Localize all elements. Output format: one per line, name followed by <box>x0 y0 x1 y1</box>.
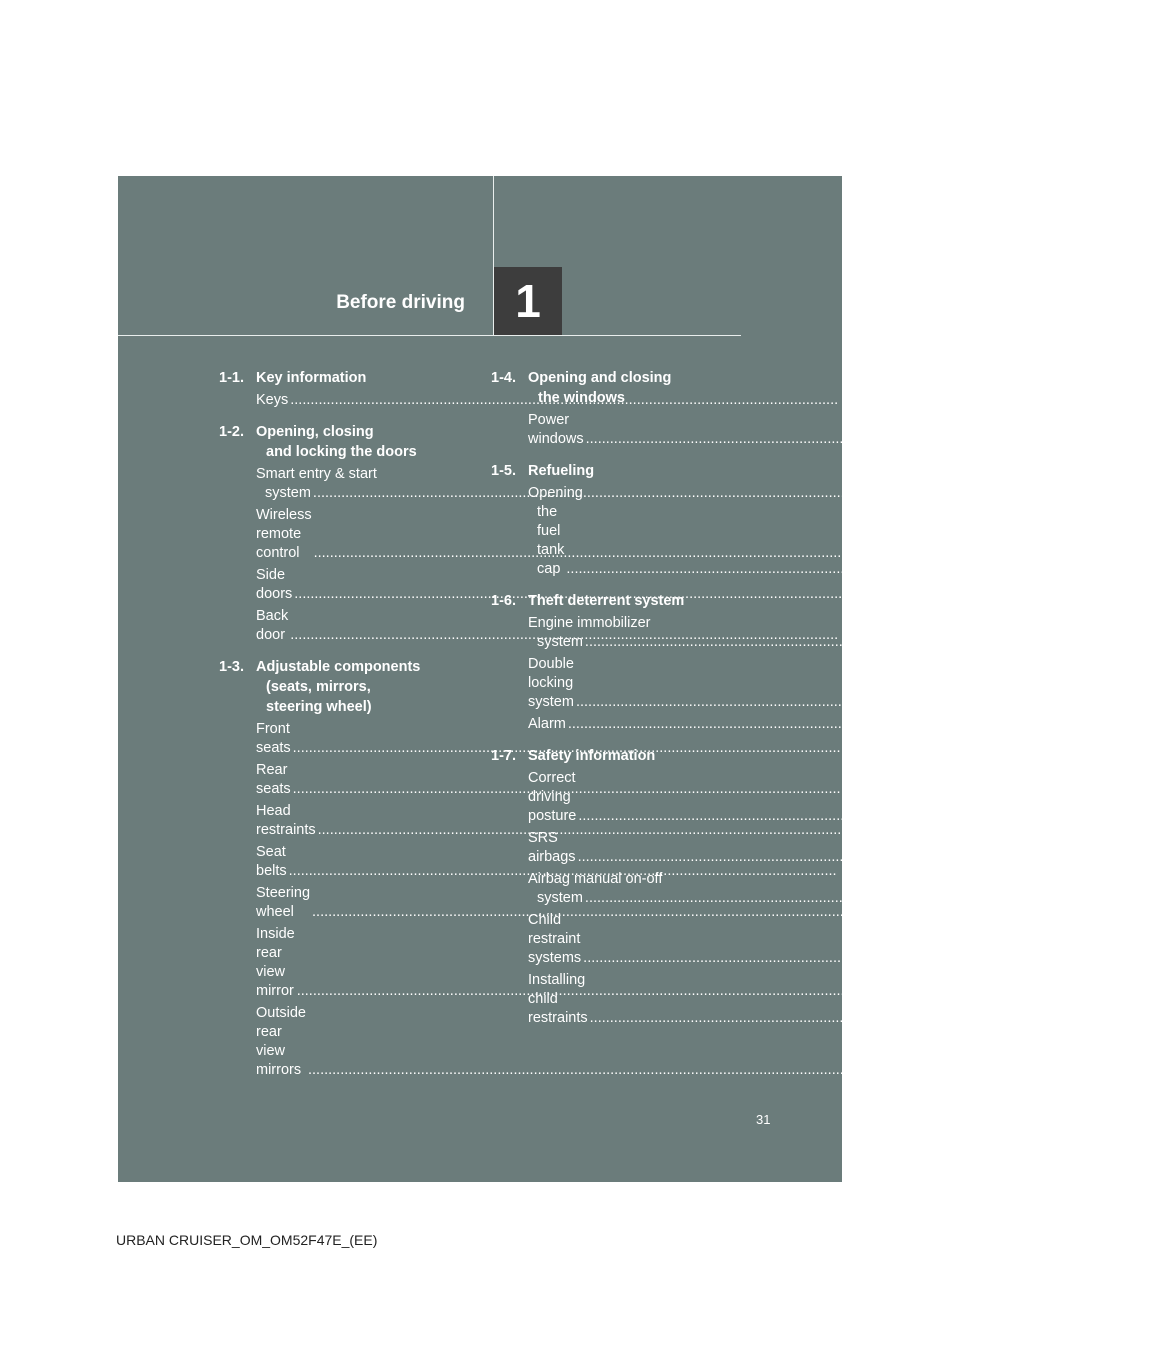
entry-text: Smart entry & start <box>256 466 377 482</box>
entry-page-number: 120 <box>1122 716 1147 732</box>
entry-label-line <box>528 911 1135 968</box>
section-title-line: Opening, closing <box>256 424 374 440</box>
entry-text: Child restraint systems <box>528 912 582 966</box>
entry-label <box>528 829 1129 867</box>
entry-text: the fuel tank cap <box>537 504 565 577</box>
entry-text: Double locking system <box>528 656 574 710</box>
entry-page-number: 95 <box>869 904 886 920</box>
entry-page-number: 101 <box>1140 431 1165 447</box>
toc-entry[interactable] <box>528 411 1165 449</box>
entry-page-number: 126 <box>1132 849 1157 865</box>
section-number: 1-3. <box>219 659 244 675</box>
entry-text: Wireless remote control <box>256 507 312 561</box>
entry-page-number: 110 <box>1140 634 1164 650</box>
entry-label-line <box>528 411 1138 449</box>
toc-entry[interactable] <box>256 1004 882 1080</box>
entry-text: Front seats <box>256 721 291 756</box>
section-title-line: Refueling <box>528 463 595 479</box>
entry-label-line <box>528 503 1118 579</box>
entry-label <box>528 715 1120 734</box>
entry-page-number: 57 <box>871 545 888 561</box>
toc-section-heading <box>219 422 467 462</box>
entry-text: Inside rear view mirror <box>256 926 295 999</box>
section-number: 1-5. <box>491 463 516 479</box>
section-title-line: the windows <box>538 390 625 406</box>
dot-leader <box>578 807 1126 826</box>
entry-page-number: 118 <box>1131 694 1155 710</box>
entry-page-number: 140 <box>1139 890 1164 906</box>
section-title <box>256 368 467 388</box>
section-number: 1-7. <box>491 748 516 764</box>
entry-page-number: 143 <box>1137 950 1163 966</box>
dot-leader <box>566 560 1114 579</box>
dot-leader <box>590 1009 1138 1028</box>
entry-page-number: 83 <box>875 822 892 838</box>
entry-text: Outside rear view mirrors <box>256 1005 306 1078</box>
toc-section-heading <box>491 591 739 611</box>
dot-leader <box>585 633 1133 652</box>
dot-leader <box>578 848 1126 867</box>
entry-text: Steering wheel <box>256 885 311 920</box>
header-divider-horizontal <box>118 335 741 336</box>
section-title-line: (seats, mirrors, <box>266 679 371 695</box>
entry-label-line <box>528 889 1137 908</box>
section-title-line: Adjustable components <box>256 659 421 675</box>
section-number: 1-4. <box>491 370 516 386</box>
section-title <box>528 746 739 766</box>
toc-entry-list <box>491 411 1165 449</box>
entry-label-line <box>528 484 1118 503</box>
dot-leader <box>583 949 1131 968</box>
section-title-line: steering wheel) <box>266 699 372 715</box>
section-title <box>528 368 739 408</box>
dot-leader <box>586 430 1134 449</box>
entry-label <box>528 911 1135 968</box>
dot-leader <box>308 1061 856 1080</box>
toc-section-heading <box>491 368 739 408</box>
toc-entry[interactable] <box>528 655 1155 712</box>
chapter-number-badge: 1 <box>494 267 562 335</box>
entry-text: Seat belts <box>256 844 287 879</box>
section-title-line: Safety information <box>528 748 656 764</box>
entry-page-number: 75 <box>850 740 867 756</box>
entry-text: Rear seats <box>256 762 291 797</box>
entry-label-line <box>528 715 1120 734</box>
entry-label <box>528 971 1142 1028</box>
section-title-line: and locking the doors <box>266 444 417 460</box>
entry-label-line <box>528 655 1128 712</box>
toc-entry[interactable] <box>528 715 1147 734</box>
entry-label-line <box>528 633 1137 652</box>
entry-text: SRS airbags <box>528 830 576 865</box>
section-number: 1-6. <box>491 593 516 609</box>
footer-document-code: URBAN CRUISER_OM_OM52F47E_(EE) <box>116 1232 378 1248</box>
section-number: 1-1. <box>219 370 244 386</box>
entry-label <box>528 870 1137 908</box>
entry-text: system <box>537 890 583 906</box>
entry-label <box>528 484 1118 579</box>
entry-page-number: 77 <box>850 781 867 797</box>
entry-text: Airbag manual on-off <box>528 871 663 887</box>
entry-page-number: 36 <box>870 485 887 501</box>
entry-text: Engine immobilizer <box>528 615 651 631</box>
section-title <box>528 461 739 481</box>
entry-label-line <box>528 971 1142 1028</box>
toc-section-heading <box>219 657 467 717</box>
dot-leader <box>585 889 1133 908</box>
toc-section-heading <box>491 461 739 481</box>
entry-label-line <box>528 614 1137 633</box>
page-number: 31 <box>756 1112 771 1127</box>
entry-page-number: 105 <box>1121 561 1146 577</box>
entry-page-number: 96 <box>854 983 871 999</box>
entry-text: system <box>265 485 311 501</box>
entry-text: Head restraints <box>256 803 316 838</box>
entry-label <box>528 411 1138 449</box>
entry-text: Correct driving posture <box>528 770 577 824</box>
entry-label <box>528 655 1128 712</box>
toc-entry[interactable] <box>256 802 892 840</box>
entry-label-line <box>528 829 1129 867</box>
entry-text: Back door <box>256 608 289 643</box>
section-title-line: Key information <box>256 370 367 386</box>
entry-page-number: 98 <box>865 1062 882 1078</box>
section-title-line: Opening and closing <box>528 370 672 386</box>
entry-label <box>528 769 1130 826</box>
entry-text: Keys <box>256 392 289 408</box>
toc-section-heading <box>491 746 739 766</box>
entry-label-line <box>528 769 1130 826</box>
entry-page-number: 153 <box>1144 1010 1169 1026</box>
section-number: 1-2. <box>219 424 244 440</box>
entry-text: Power windows <box>528 412 584 447</box>
entry-page-number: 32 <box>848 392 865 408</box>
section-title <box>528 591 739 611</box>
entry-text: Alarm <box>528 716 566 732</box>
entry-text: system <box>537 634 583 650</box>
entry-page-number: 86 <box>846 863 863 879</box>
entry-label <box>528 614 1137 652</box>
chapter-title: Before driving <box>336 292 465 313</box>
entry-page-number: 66 <box>852 586 869 602</box>
section-title-line: Theft deterrent system <box>528 593 685 609</box>
dot-leader <box>568 715 1116 734</box>
section-title <box>256 422 467 462</box>
entry-text: Installing child restraints <box>528 972 588 1026</box>
toc-section-heading <box>219 368 467 388</box>
entry-text: Opening <box>528 485 583 501</box>
section-title <box>256 657 467 717</box>
dot-leader <box>576 693 1124 712</box>
entry-text: Side doors <box>256 567 293 602</box>
entry-label-line <box>528 870 1137 889</box>
entry-page-number: 70 <box>848 627 865 643</box>
entry-page-number: 124 <box>1133 808 1158 824</box>
